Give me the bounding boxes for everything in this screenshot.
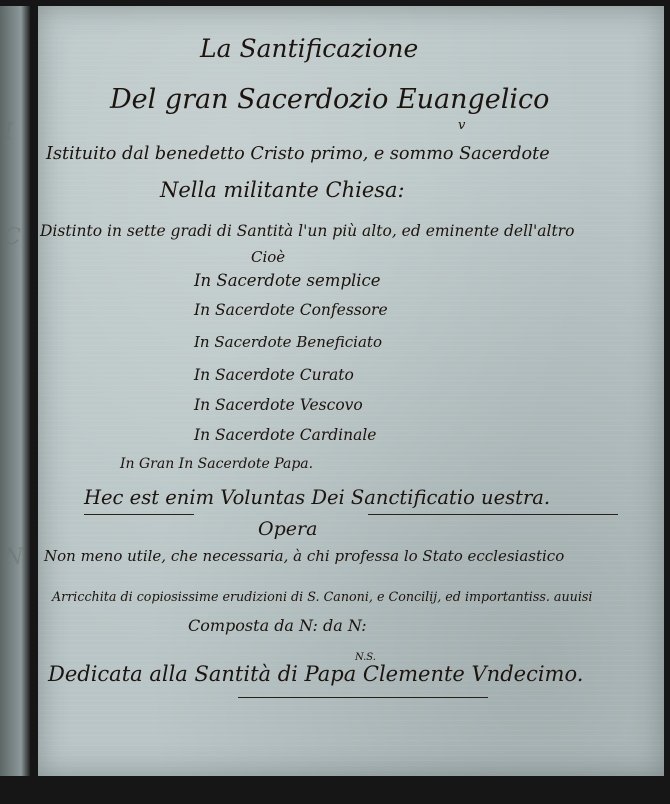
title-line: La Santificazione <box>200 34 419 63</box>
dedication-underline <box>238 697 488 698</box>
title-line: Istituito dal benedetto Cristo primo, e sommo Sacerdote <box>46 144 550 164</box>
insertion-mark: N.S. <box>355 652 376 663</box>
dedication-line: Dedicata alla Santità di Papa Clemente Vndecimo. <box>48 662 584 686</box>
insertion-mark: v <box>458 118 466 133</box>
grade-item: In Sacerdote Confessore <box>194 301 388 319</box>
title-line: Nella militante Chiesa: <box>160 178 405 202</box>
grade-item: In Sacerdote Cardinale <box>194 426 377 444</box>
text-line: Arricchita di copiosissime erudizioni di S. Canoni, e Concilij, ed importantiss. auuisi <box>52 589 593 604</box>
grade-item: In Sacerdote Beneficiato <box>194 333 382 351</box>
grade-item: In Sacerdote Vescovo <box>194 396 363 414</box>
motto: Hec est enim Voluntas Dei Sanctificatio uestra. <box>84 486 551 509</box>
grade-item: In Sacerdote Curato <box>194 366 354 384</box>
bleed-through-mark: N <box>4 545 24 570</box>
opera-heading: Opera <box>258 518 318 540</box>
title-line: Distinto in sette gradi di Santità l'un più alto, ed eminente dell'altro <box>40 222 575 240</box>
motto-underline <box>84 514 194 515</box>
motto-underline <box>368 514 618 515</box>
text-line: Composta da N: da N: <box>188 616 367 635</box>
bleed-through-mark: I <box>4 120 13 145</box>
manuscript-page <box>38 6 664 776</box>
title-line: Cioè <box>251 248 286 266</box>
bleed-through-mark: C <box>4 225 21 250</box>
grade-item: In Gran In Sacerdote Papa. <box>120 456 314 472</box>
title-line: Del gran Sacerdozio Euangelico <box>110 84 550 115</box>
grade-item: In Sacerdote semplice <box>194 271 381 290</box>
text-line: Non meno utile, che necessaria, à chi professa lo Stato ecclesiastico <box>44 547 565 565</box>
